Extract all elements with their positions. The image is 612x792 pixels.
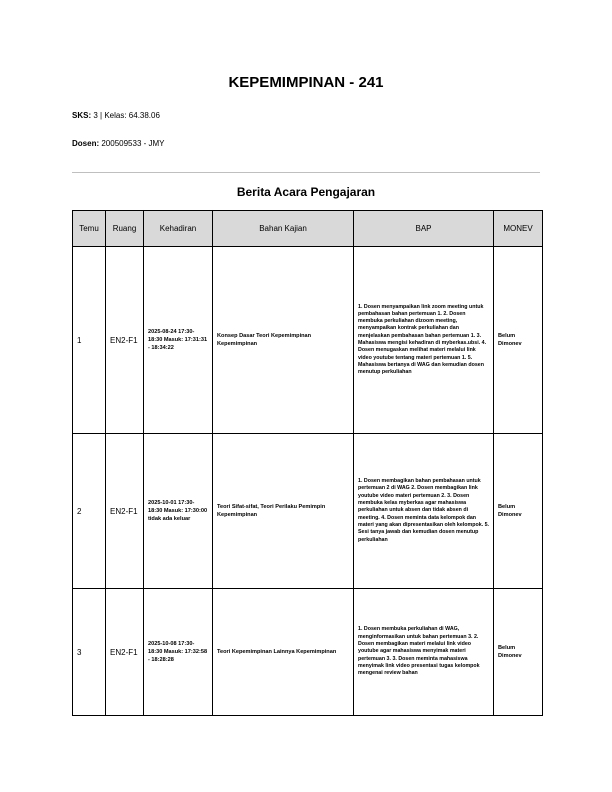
sks-line [72,111,160,120]
cell-monev: Belum Dimonev [494,589,543,716]
cell-bap: 1. Dosen menyampaikan link zoom meeting untuk pembahasan bahan pertemuan 1. 2. Dosen membuka perkuliahan dizoom meeting, menyampaikan kontrak perkuliahan dan menjelaskan pembahasan bahan pertemuan 1. 3. Mahasiswa mengisi kehadiran di myberkas.ubsi. 4. Dosen menugaskan melihat materi melalui link video youtube tentang materi pertemuan 1. 5. Mahasiswa bertanya di WAG dan kemudian dosen menutup perkuliahan [354,247,494,434]
header-bap: BAP [354,211,494,247]
cell-kehadiran: 2025-10-08 17:30-18:30 Masuk: 17:32:58 - 18:28:28 [144,589,213,716]
sks-label: SKS: [72,111,92,120]
cell-ruang: EN2-F1 [106,247,144,434]
cell-monev: Belum Dimonev [494,247,543,434]
header-temu: Temu [73,211,106,247]
sks-value: 3 | Kelas: 64.38.06 [93,111,160,120]
bap-table [72,210,543,716]
cell-bahan-kajian: Konsep Dasar Teori Kepemimpinan Kepemimpinan [213,247,354,434]
cell-bahan-kajian: Teori Kepemimpinan Lainnya Kepemimpinan [213,589,354,716]
cell-bap: 1. Dosen membagikan bahan pembahasan untuk pertemuan 2 di WAG 2. Dosen membagikan link youtube video materi pertemuan 2. 3. Dosen membuka kelas myberkas agar mahasiswa perkuliahan untuk absen dan tidak absen di meeting. 4. Dosen meminta data kelompok dan materi yang akan dipresentasikan oleh kelompok. 5. Sesi tanya jawab dan kemudian dosen menutup perkuliahan [354,434,494,589]
section-title: Berita Acara Pengajaran [236,185,376,199]
table-row [73,434,543,589]
table-header-row [73,211,543,247]
header-monev: MONEV [494,211,543,247]
cell-bahan-kajian: Teori Sifat-sifat, Teori Perilaku Pemimpin Kepemimpinan [213,434,354,589]
cell-bap: 1. Dosen membuka perkuliahan di WAG, menginformasikan untuk bahan pertemuan 3. 2. Dosen membagikan materi melalui link video youtube agar mahasiswa menyimak materi pertemuan 3. 3. Dosen meminta mahasiswa menyimak link video presentasi tugas kelompok mengenai review bahan [354,589,494,716]
dosen-line [72,139,165,148]
dosen-value: 200509533 - JMY [101,139,165,148]
cell-monev: Belum Dimonev [494,434,543,589]
cell-temu: 1 [73,247,106,434]
cell-kehadiran: 2025-08-24 17:30-18:30 Masuk: 17:31:31 - 18:34:22 [144,247,213,434]
header-kehadiran: Kehadiran [144,211,213,247]
cell-ruang: EN2-F1 [106,589,144,716]
divider [72,172,540,173]
cell-temu: 2 [73,434,106,589]
cell-ruang: EN2-F1 [106,434,144,589]
header-ruang: Ruang [106,211,144,247]
header-bahan-kajian: Bahan Kajian [213,211,354,247]
cell-kehadiran: 2025-10-01 17:30-18:30 Masuk: 17:30:00 tidak ada keluar [144,434,213,589]
page-title: KEPEMIMPINAN - 241 [228,74,384,91]
table-row [73,589,543,716]
dosen-label: Dosen: [72,139,100,148]
cell-temu: 3 [73,589,106,716]
table-row [73,247,543,434]
